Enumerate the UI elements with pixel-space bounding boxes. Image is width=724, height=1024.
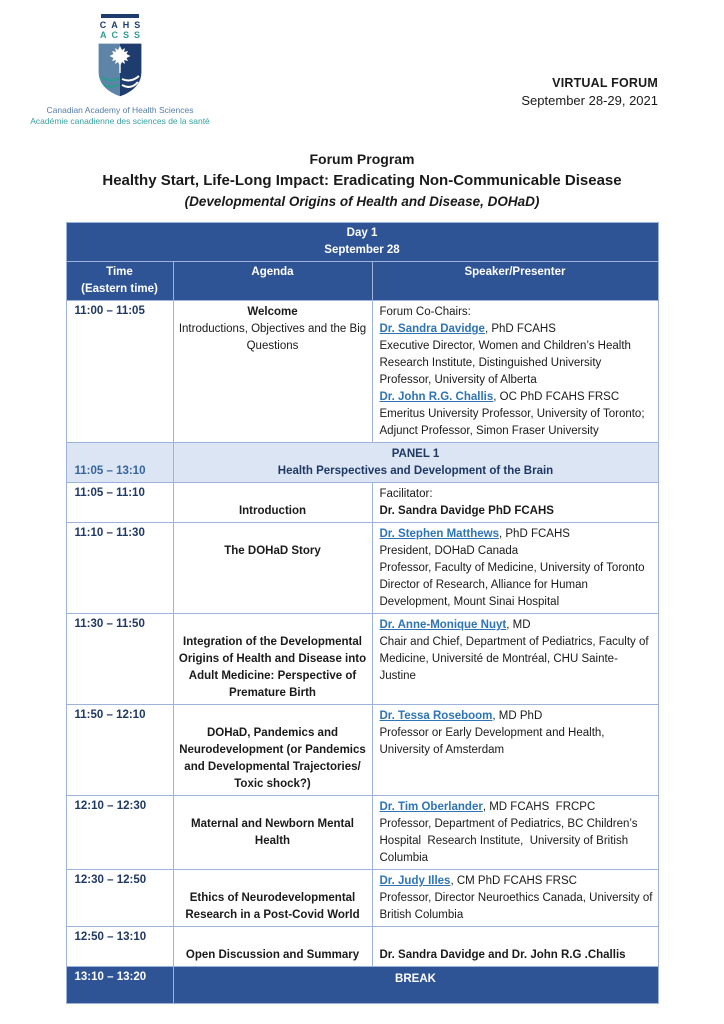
top-band [0,0,724,127]
speaker-cell [372,301,658,443]
org-name-english: Canadian Academy of Health Sciences [46,105,194,115]
speaker-text: , CM PhD FCAHS FRSC [450,875,577,887]
session-rows [66,301,658,967]
speaker-line [380,617,653,634]
session-row [66,796,658,870]
speaker-text: Executive Director, Women and Children’s Health Research Institute, Distinguished University Professor, University of Alberta [379,340,635,386]
time-cell: 12:30 – 12:50 [66,870,173,927]
agenda-text: Introductions, Objectives and the Big Questions [178,323,367,352]
session-row [66,483,658,523]
speaker-link[interactable]: Dr. Stephen Matthews [379,528,499,540]
panel-title: PANEL 1 [391,448,440,460]
time-cell: 11:10 – 11:30 [66,523,173,614]
agenda-title: Ethics of Neurodevelopmental Research in a Post-Covid World [185,892,360,921]
speaker-text: Emeritus University Professor, University of Toronto; Adjunct Professor, Simon Fraser University [379,408,648,437]
table-header [66,223,658,301]
speaker-text: Chair and Chief, Department of Pediatrics, Faculty of Medicine, Université de Montréal, CHU Sainte-Justine [379,636,652,682]
agenda-cell [173,523,372,614]
agenda-title: Open Discussion and Summary [185,949,360,961]
agenda-cell [173,927,372,967]
speaker-line [380,799,653,816]
session-row [66,523,658,614]
agenda-title: The DOHaD Story [224,545,321,557]
panel-row [66,443,658,483]
session-row [66,614,658,705]
speaker-text: , MD FCAHS FRCPC [482,801,596,813]
time-cell: 12:10 – 12:30 [66,796,173,870]
speaker-link[interactable]: Dr. Tessa Roseboom [379,710,493,722]
program-table [66,222,659,1004]
speaker-cell [372,705,658,796]
break-row [66,967,658,1004]
agenda-text [179,873,367,890]
speaker-line [379,890,656,924]
agenda-cell [173,614,372,705]
panel-title-cell [173,443,658,483]
event-dates: September 28-29, 2021 [521,93,658,108]
speaker-line [380,526,653,543]
speaker-line [380,947,653,964]
cahs-shield-maple-leaf-icon [97,42,143,98]
session-row [66,927,658,967]
speaker-text: President, DOHaD Canada [379,545,519,557]
forum-subtitle: (Developmental Origins of Health and Disease, DOHaD) [184,194,540,209]
session-row [66,705,658,796]
speaker-line [380,389,653,406]
agenda-text [179,486,367,503]
agenda-cell [173,483,372,523]
agenda-text [179,799,367,816]
time-cell: 11:50 – 12:10 [66,705,173,796]
speaker-line [380,930,653,947]
speaker-line [380,543,653,560]
column-header-row [66,262,658,301]
speaker-cell [372,927,658,967]
agenda-title: Welcome [247,306,298,318]
speaker-line [380,304,653,321]
column-header-agenda: Agenda [173,262,372,301]
speaker-text: Forum Co-Chairs: [379,306,471,318]
speaker-line [380,873,653,890]
agenda-title: Introduction [238,505,307,517]
agenda-text [179,708,367,725]
speaker-link[interactable]: Dr. John R.G. Challis [379,391,494,403]
event-type: VIRTUAL FORUM [552,76,658,90]
speaker-line [380,816,653,867]
time-column-sublabel: (Eastern time) [81,283,158,295]
agenda-title: Integration of the Developmental Origins of Health and Disease into Adult Medicine: Perspective of Premature Birth [178,636,367,699]
agenda-text [179,526,367,543]
speaker-link[interactable]: Dr. Sandra Davidge [379,323,485,335]
program-title: Forum Program [309,151,415,167]
speaker-text: , OC PhD FCAHS FRSC [493,391,620,403]
break-label-cell: BREAK [173,967,658,1004]
speaker-cell [372,523,658,614]
speaker-line [380,577,653,611]
logo-acronym-fr: ACSS [99,30,145,40]
agenda-title: Maternal and Newborn Mental Health [191,818,354,847]
forum-theme-title: Healthy Start, Life-Long Impact: Eradicating Non-Communicable Disease [102,172,622,189]
org-name-french: Académie canadienne des sciences de la santé [30,116,210,126]
speaker-text: Facilitator: [379,488,433,500]
speaker-text: , PhD FCAHS [499,528,570,540]
agenda-cell [173,796,372,870]
speaker-link[interactable]: Dr. Tim Oberlander [379,801,483,813]
speaker-text: Dr. Sandra Davidge and Dr. John R.G .Challis [379,949,626,961]
day-header-row [66,223,658,262]
agenda-text [179,930,367,947]
column-header-time [66,262,173,301]
masthead [521,12,658,109]
speaker-text: Professor, Director Neuroethics Canada, University of British Columbia [379,892,656,921]
speaker-line [380,685,653,702]
panel-subtitle: Health Perspectives and Development of the Brain [277,465,554,477]
agenda-cell [173,301,372,443]
session-row [66,870,658,927]
speaker-text: , MD [506,619,531,631]
speaker-text: Professor, Faculty of Medicine, University of Toronto [379,562,645,574]
agenda-text [179,617,367,634]
speaker-line [380,503,653,520]
speaker-link[interactable]: Dr. Anne-Monique Nuyt [379,619,507,631]
document-titles [0,149,724,212]
speaker-line [380,406,653,440]
speaker-line [380,634,653,685]
speaker-line [380,708,653,725]
speaker-cell [372,483,658,523]
speaker-text: Director of Research, Alliance for Human Development, Mount Sinai Hospital [379,579,592,608]
agenda-cell [173,705,372,796]
logo-top-bar [101,14,139,18]
time-column-label: Time [106,266,133,278]
day-header-cell [66,223,658,262]
speaker-text: Professor, Department of Pediatrics, BC Children’s Hospital Research Institute, University of British Columbia [379,818,641,864]
time-cell: 11:30 – 11:50 [66,614,173,705]
speaker-line [380,338,653,389]
column-header-speaker: Speaker/Presenter [372,262,658,301]
speaker-line [380,725,653,759]
time-cell: 11:05 – 11:10 [66,483,173,523]
break-section [66,967,658,1004]
speaker-cell [372,796,658,870]
speaker-link[interactable]: Dr. Judy Illes [379,875,451,887]
break-time-cell: 13:10 – 13:20 [66,967,173,1004]
agenda-cell [173,870,372,927]
day-date: September 28 [324,244,400,256]
day-label: Day 1 [346,227,378,239]
speaker-text: Professor or Early Development and Health, University of Amsterdam [379,727,608,756]
speaker-text: Dr. Sandra Davidge PhD FCAHS [379,505,554,517]
speaker-line [380,321,653,338]
time-cell: 11:05 – 13:10 [66,443,173,483]
logo-acronym-en: CAHS [99,20,146,30]
cahs-logo [14,12,226,127]
time-cell: 11:00 – 11:05 [66,301,173,443]
speaker-cell [372,870,658,927]
speaker-line [380,486,653,503]
time-cell: 12:50 – 13:10 [66,927,173,967]
speaker-cell [372,614,658,705]
speaker-text: , MD PhD [492,710,543,722]
speaker-line [380,560,653,577]
session-row [66,301,658,443]
agenda-title: DOHaD, Pandemics and Neurodevelopment (or Pandemics and Developmental Trajectories/ Toxic shock?) [179,727,366,790]
speaker-text: , PhD FCAHS [484,323,556,335]
